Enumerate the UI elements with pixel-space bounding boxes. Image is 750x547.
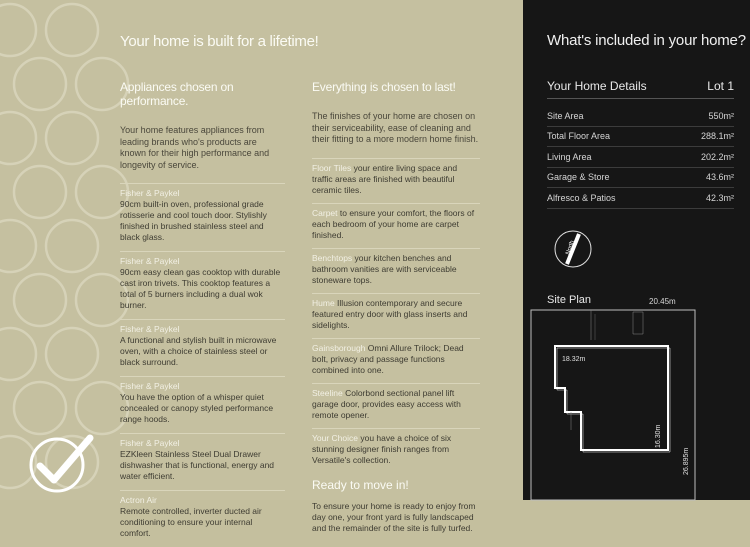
row-label: Total Floor Area xyxy=(547,131,611,142)
appliance-item xyxy=(120,490,285,539)
row-label: Garage & Store xyxy=(547,172,610,183)
appliance-brand: Fisher & Paykel xyxy=(120,256,180,266)
appliance-item xyxy=(120,433,285,482)
finish-key: Your Choice xyxy=(312,432,358,443)
appliance-item xyxy=(120,376,285,425)
finish-key: Gainsborough xyxy=(312,342,366,353)
appliance-brand: Fisher & Paykel xyxy=(120,188,180,198)
finish-item xyxy=(312,383,480,421)
finish-item xyxy=(312,338,480,376)
row-label: Alfresco & Patios xyxy=(547,192,616,203)
finishes-heading: Everything is chosen to last! xyxy=(312,80,456,94)
appliance-brand: Fisher & Paykel xyxy=(120,324,180,334)
site-width-label: 20.45m xyxy=(649,297,676,306)
ready-text: To ensure your home is ready to enjoy from day one, your front yard is fully landscaped and the remainder of the site is fully turfed. xyxy=(312,500,476,533)
finish-text: you have a choice of six stunning designer finish ranges from Versatile's collection. xyxy=(312,432,452,465)
finishes-intro: The finishes of your home are chosen on their serviceability, ease of cleaning and their fitting to a more modern home finish. xyxy=(312,111,479,144)
appliance-desc: You have the option of a whisper quiet concealed or canopy styled performance range hoods. xyxy=(120,392,274,424)
finish-item xyxy=(312,293,480,331)
row-label: Site Area xyxy=(547,110,584,121)
row-value: 42.3m² xyxy=(705,192,734,203)
appliance-desc: A functional and stylish built in microwave oven, with a choice of stainless steel or black surround. xyxy=(120,335,277,367)
lot-number: Lot 1 xyxy=(707,79,734,93)
finish-key: Steeline xyxy=(312,387,343,398)
row-label: Living Area xyxy=(547,151,592,162)
row-value: 550m² xyxy=(708,110,734,121)
table-row xyxy=(547,106,734,127)
finish-text: Colorbond sectional panel lift garage door, provides easy access with remote opener. xyxy=(312,387,461,420)
decorative-circles xyxy=(0,0,110,500)
dim-depth-label: 18.32m xyxy=(562,356,586,363)
appliance-item xyxy=(120,319,285,368)
finish-text: your kitchen benches and bathroom vanities are with serviceable stoneware tops. xyxy=(312,252,457,285)
north-compass-icon xyxy=(553,229,593,269)
finish-item xyxy=(312,203,480,241)
finish-text: Illusion contemporary and secure featured entry door with glass inserts and sidelights. xyxy=(312,297,468,330)
site-plan-title: Site Plan xyxy=(547,294,592,306)
appliance-desc: Remote controlled, inverter ducted air conditioning to ensure your internal comfort. xyxy=(120,506,262,538)
appliance-desc: 90cm built-in oven, professional grade rotisserie and cool touch door. Stylishly finished in brushed stainless steel and black glass. xyxy=(120,199,267,242)
finish-item xyxy=(312,428,480,466)
page-title: Your home is built for a lifetime! xyxy=(120,33,319,50)
north-label: North xyxy=(565,239,576,256)
dim-side-label: 16.30m xyxy=(655,424,662,448)
included-title: What's included in your home? xyxy=(547,32,746,49)
appliance-item xyxy=(120,183,285,243)
details-header xyxy=(547,79,734,99)
appliance-desc: 90cm easy clean gas cooktop with durable cast iron trivets. This cooktop features a total of 5 burners including a dual wok burner. xyxy=(120,267,281,310)
appliances-column xyxy=(120,80,285,547)
row-value: 43.6m² xyxy=(705,172,734,183)
table-row xyxy=(547,127,734,148)
appliance-brand: Fisher & Paykel xyxy=(120,381,180,391)
finish-text: Omni Allure Trilock; Dead bolt, privacy and passage functions combined into one. xyxy=(312,342,464,375)
finish-key: Carpet xyxy=(312,207,338,218)
finish-key: Hume xyxy=(312,297,335,308)
ready-heading: Ready to move in! xyxy=(312,477,409,492)
finish-text: to ensure your comfort, the floors of each bedroom of your home are carpet finished. xyxy=(312,207,475,240)
table-row xyxy=(547,147,734,168)
details-table xyxy=(547,106,734,209)
site-plan-diagram xyxy=(523,300,750,500)
home-details-panel xyxy=(523,0,750,500)
finishes-column xyxy=(312,80,480,534)
row-value: 202.2m² xyxy=(700,151,734,162)
row-value: 288.1m² xyxy=(700,131,734,142)
site-depth-label: 26.895m xyxy=(683,447,690,475)
finish-item xyxy=(312,158,480,196)
finish-text: your entire living space and traffic areas are finished with beautiful ceramic tiles. xyxy=(312,162,458,195)
table-row xyxy=(547,168,734,189)
appliances-heading: Appliances chosen on performance. xyxy=(120,80,234,108)
appliance-item xyxy=(120,251,285,311)
finish-key: Floor Tiles xyxy=(312,162,352,173)
appliance-brand: Fisher & Paykel xyxy=(120,438,180,448)
finish-item xyxy=(312,248,480,286)
finish-key: Benchtops xyxy=(312,252,353,263)
checkmark-icon xyxy=(28,432,94,494)
appliance-brand: Actron Air xyxy=(120,495,157,505)
details-label: Your Home Details xyxy=(547,79,647,93)
appliances-intro: Your home features appliances from leading brands who's products are known for their high performance and longevity of service. xyxy=(120,125,270,170)
appliance-desc: EZKleen Stainless Steel Dual Drawer dishwasher that is functional, energy and water efficient. xyxy=(120,449,275,481)
table-row xyxy=(547,188,734,209)
